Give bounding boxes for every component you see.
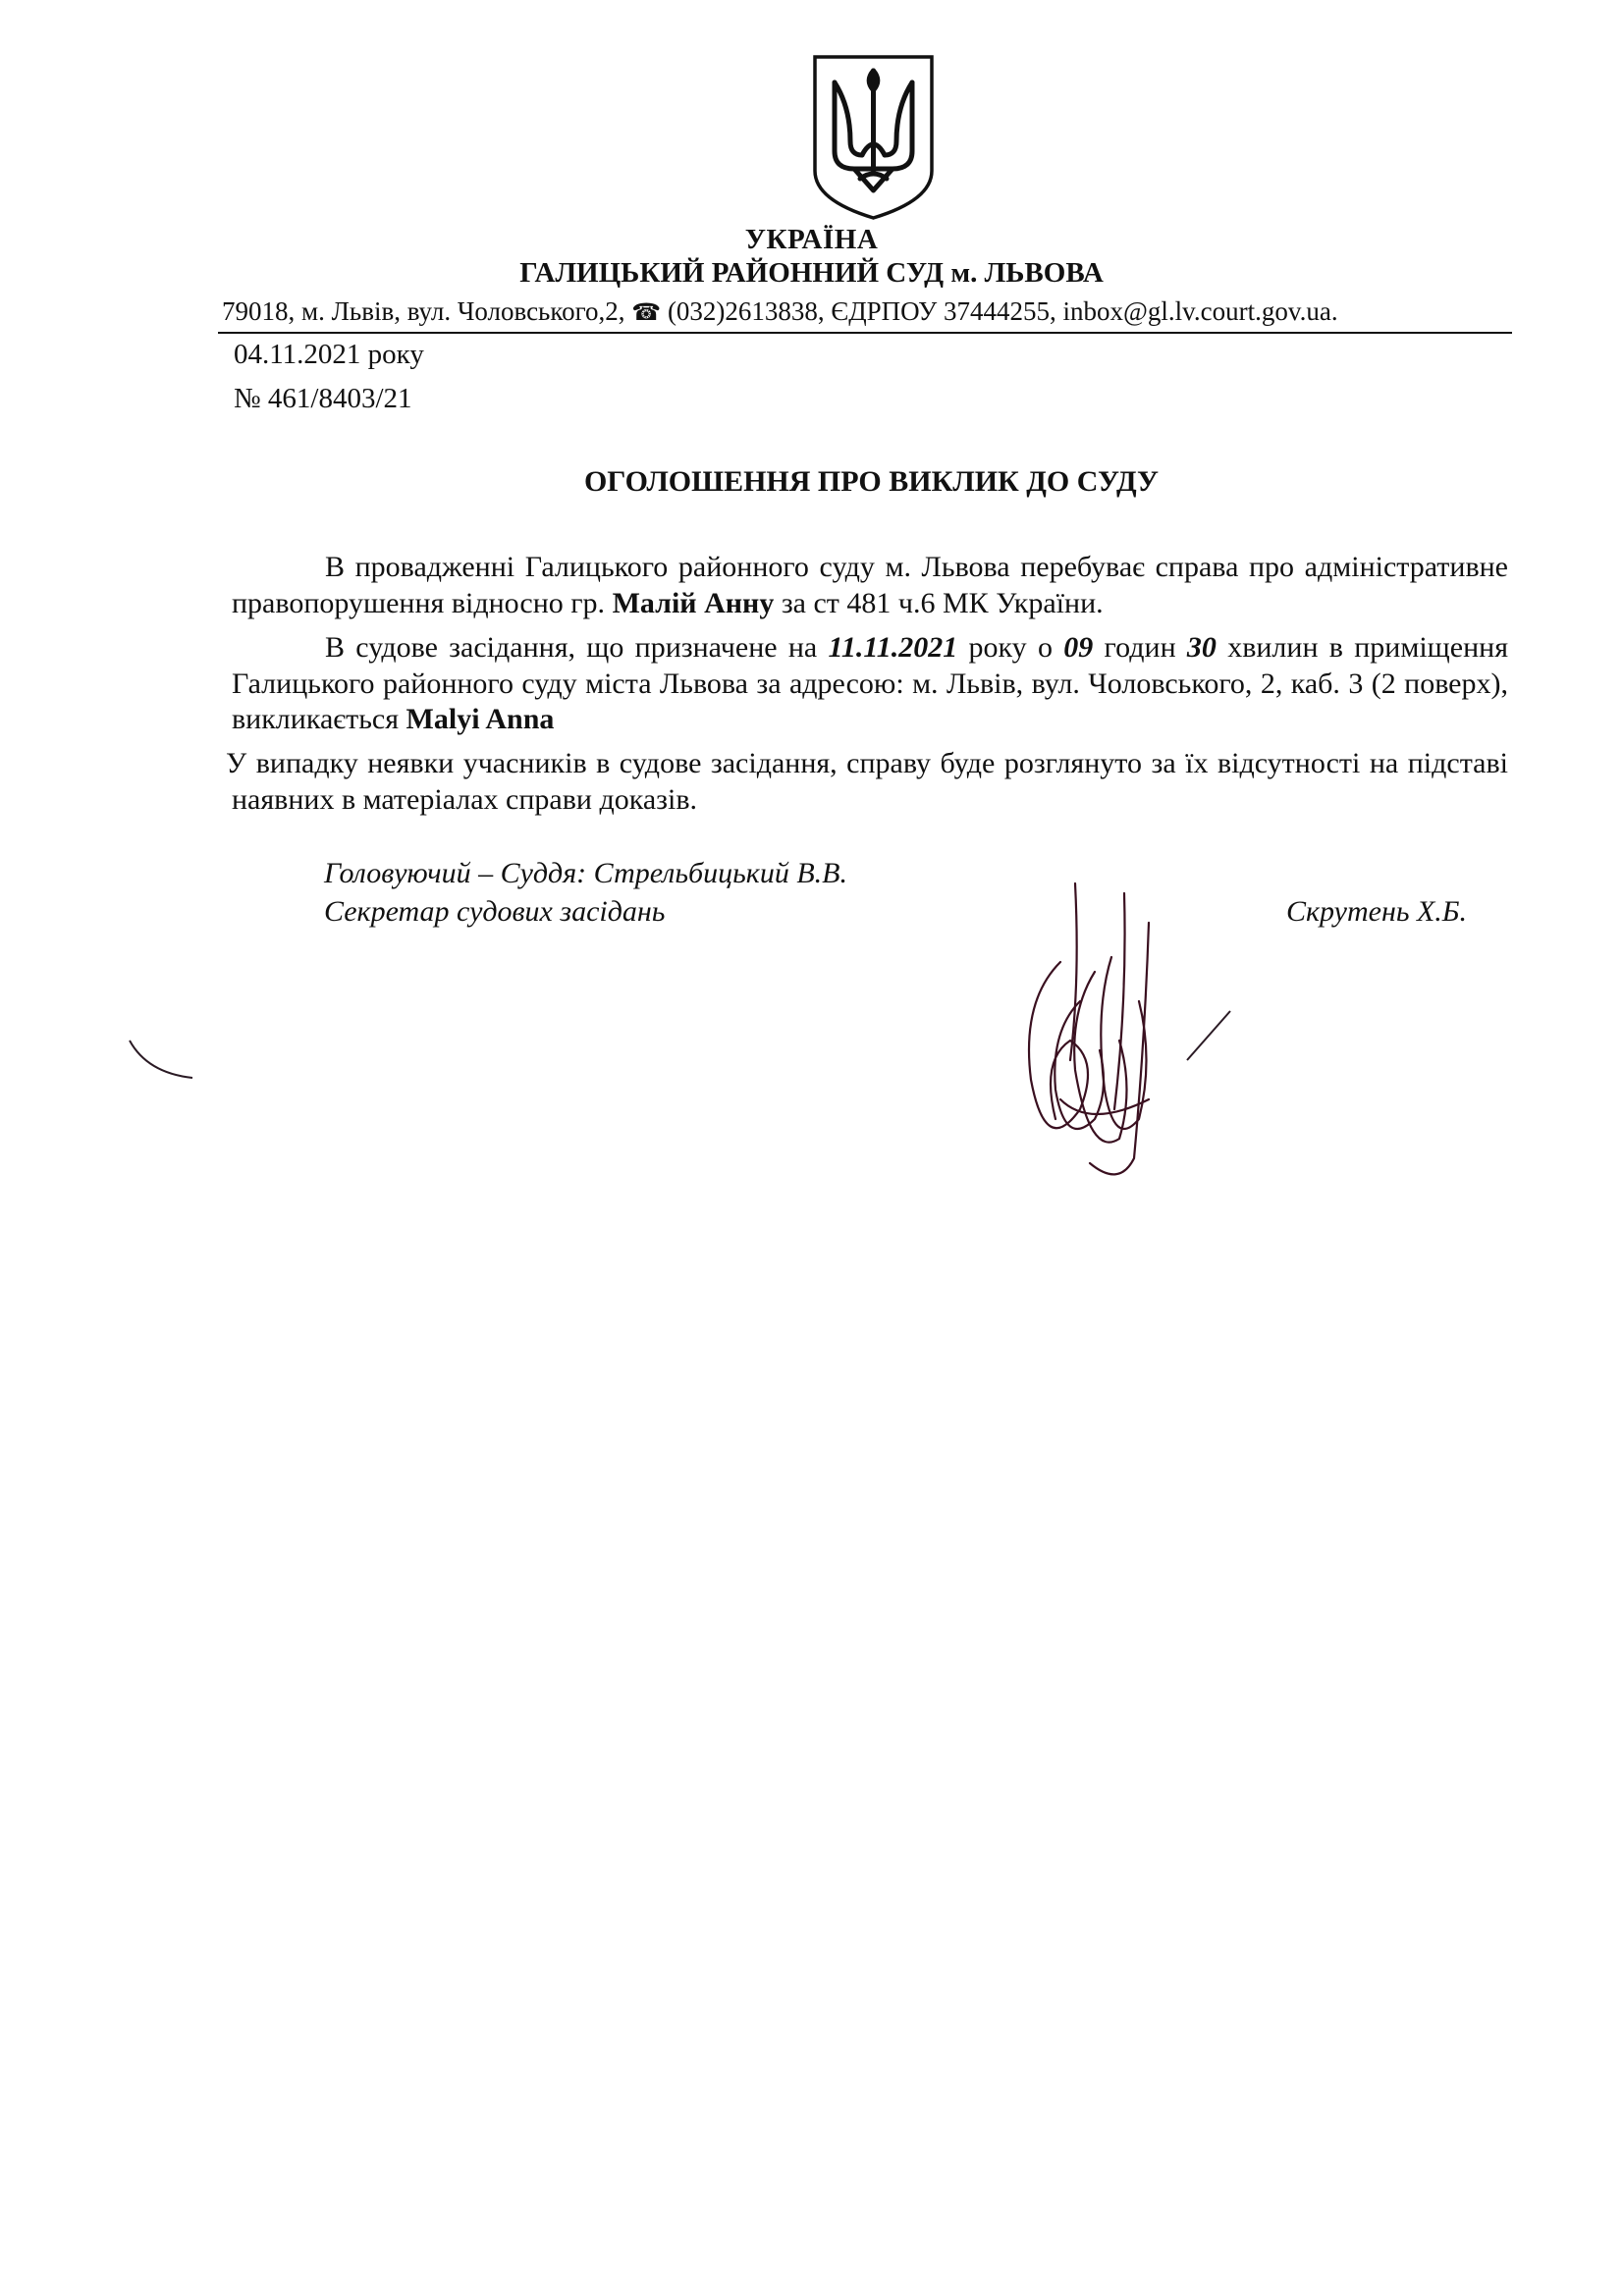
court-contacts — [222, 296, 1508, 327]
ink-mark — [1183, 1009, 1232, 1063]
coat-of-arms-icon — [811, 53, 936, 222]
document-date: 04.11.2021 року — [234, 339, 424, 370]
hearing-minute: 30 — [1186, 631, 1217, 664]
hearing-hour: 09 — [1063, 631, 1094, 664]
court-address: 79018, м. Львів, вул. Чоловського,2, — [222, 296, 625, 326]
secretary-title: Секретар судових засідань — [324, 895, 666, 928]
paragraph-absence: У випадку неявки учасників в судове засідання, справу буде розглянуто за їх відсутності на підставі наявних в матеріалах справи доказів. — [226, 747, 1508, 816]
document-title: ОГОЛОШЕННЯ ПРО ВИКЛИК ДО СУДУ — [583, 465, 1160, 498]
hearing-text: годин — [1093, 631, 1187, 664]
telephone-icon: ☎ — [631, 300, 662, 326]
paragraph-case-text: В провадженні Галицького районного суду м. Львова перебуває справа про адміністративне правопорушення відносно гр. — [232, 551, 1508, 619]
hearing-text: року о — [957, 631, 1064, 664]
person-name-latin: Malyi Anna — [406, 703, 555, 735]
hearing-text: В судове засідання, що призначене на — [325, 631, 829, 664]
court-phone: (032)2613838, — [667, 296, 825, 326]
paragraph-case — [232, 550, 1508, 621]
court-name: ГАЛИЦЬКИЙ РАЙОННИЙ СУД м. ЛЬВОВА — [519, 257, 1104, 289]
ink-mark — [128, 1039, 196, 1083]
hearing-date: 11.11.2021 — [828, 631, 958, 664]
paragraph-case-article: за ст 481 ч.6 МК України. — [774, 586, 1104, 619]
hearing-text: хвилин в приміщення Галицького районного суду міста Львова за адресою: м. Львів, вул. Чоловського, 2, каб. 3 (2 поверх), викликається — [232, 631, 1509, 735]
country-name: УКРАЇНА — [744, 224, 879, 255]
court-email[interactable]: inbox@gl.lv.court.gov.ua. — [1062, 296, 1338, 326]
case-number: № 461/8403/21 — [234, 383, 412, 414]
court-edrpou: ЄДРПОУ 37444255, — [831, 296, 1056, 326]
person-name: Малій Анну — [612, 586, 775, 619]
paragraph-hearing — [232, 630, 1508, 738]
header-divider — [218, 332, 1512, 334]
judge-signature-line: Головуючий – Суддя: Стрельбицький В.В. — [324, 857, 847, 889]
secretary-name: Скрутень Х.Б. — [1286, 895, 1467, 928]
